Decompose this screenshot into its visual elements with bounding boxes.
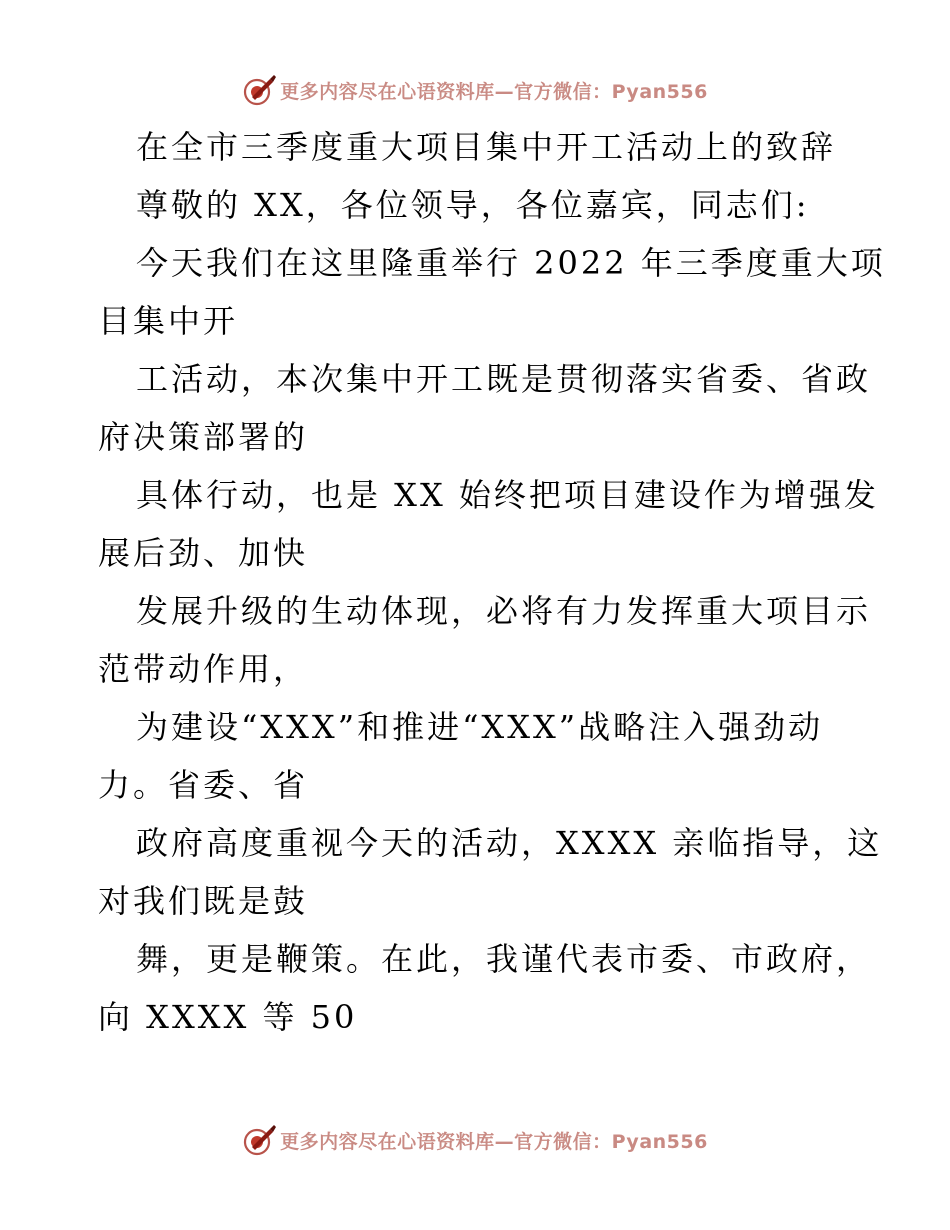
text-line: 工活动，本次集中开工既是贯彻落实省委、省政 (136, 360, 872, 398)
document-title: 在全市三季度重大项目集中开工活动上的致辞 (136, 128, 837, 166)
header-watermark-banner (0, 70, 950, 110)
text-line: 力。省委、省 (98, 766, 309, 804)
text-line: 范带动作用， (98, 650, 309, 688)
pen-logo-icon (242, 1123, 276, 1157)
text-line: 对我们既是鼓 (98, 882, 309, 920)
watermark-text: 更多内容尽在心语资料库—官方微信：Pyan556 (280, 1130, 708, 1153)
text-line: 舞，更是鞭策。在此，我谨代表市委、市政府， (136, 940, 872, 978)
text-line: 为建设“XXX”和推进“XXX”战略注入强劲动 (136, 708, 824, 746)
text-line: 今天我们在这里隆重举行 2022 年三季度重大项 (136, 244, 886, 282)
text-line: 向 XXXX 等 50 (98, 998, 358, 1036)
text-line: 政府高度重视今天的活动，XXXX 亲临指导，这 (136, 824, 883, 862)
pen-logo-icon (242, 73, 276, 107)
document-body (98, 118, 886, 1046)
text-line: 目集中开 (98, 302, 239, 340)
text-line: 具体行动，也是 XX 始终把项目建设作为增强发 (136, 476, 879, 514)
text-line: 发展升级的生动体现，必将有力发挥重大项目示 (136, 592, 872, 630)
footer-watermark-banner (0, 1120, 950, 1160)
body-text (98, 234, 886, 1046)
watermark-text: 更多内容尽在心语资料库—官方微信：Pyan556 (280, 80, 708, 103)
text-line: 展后劲、加快 (98, 534, 309, 572)
greeting-line: 尊敬的 XX，各位领导，各位嘉宾，同志们: (136, 186, 810, 224)
text-line: 府决策部署的 (98, 418, 309, 456)
